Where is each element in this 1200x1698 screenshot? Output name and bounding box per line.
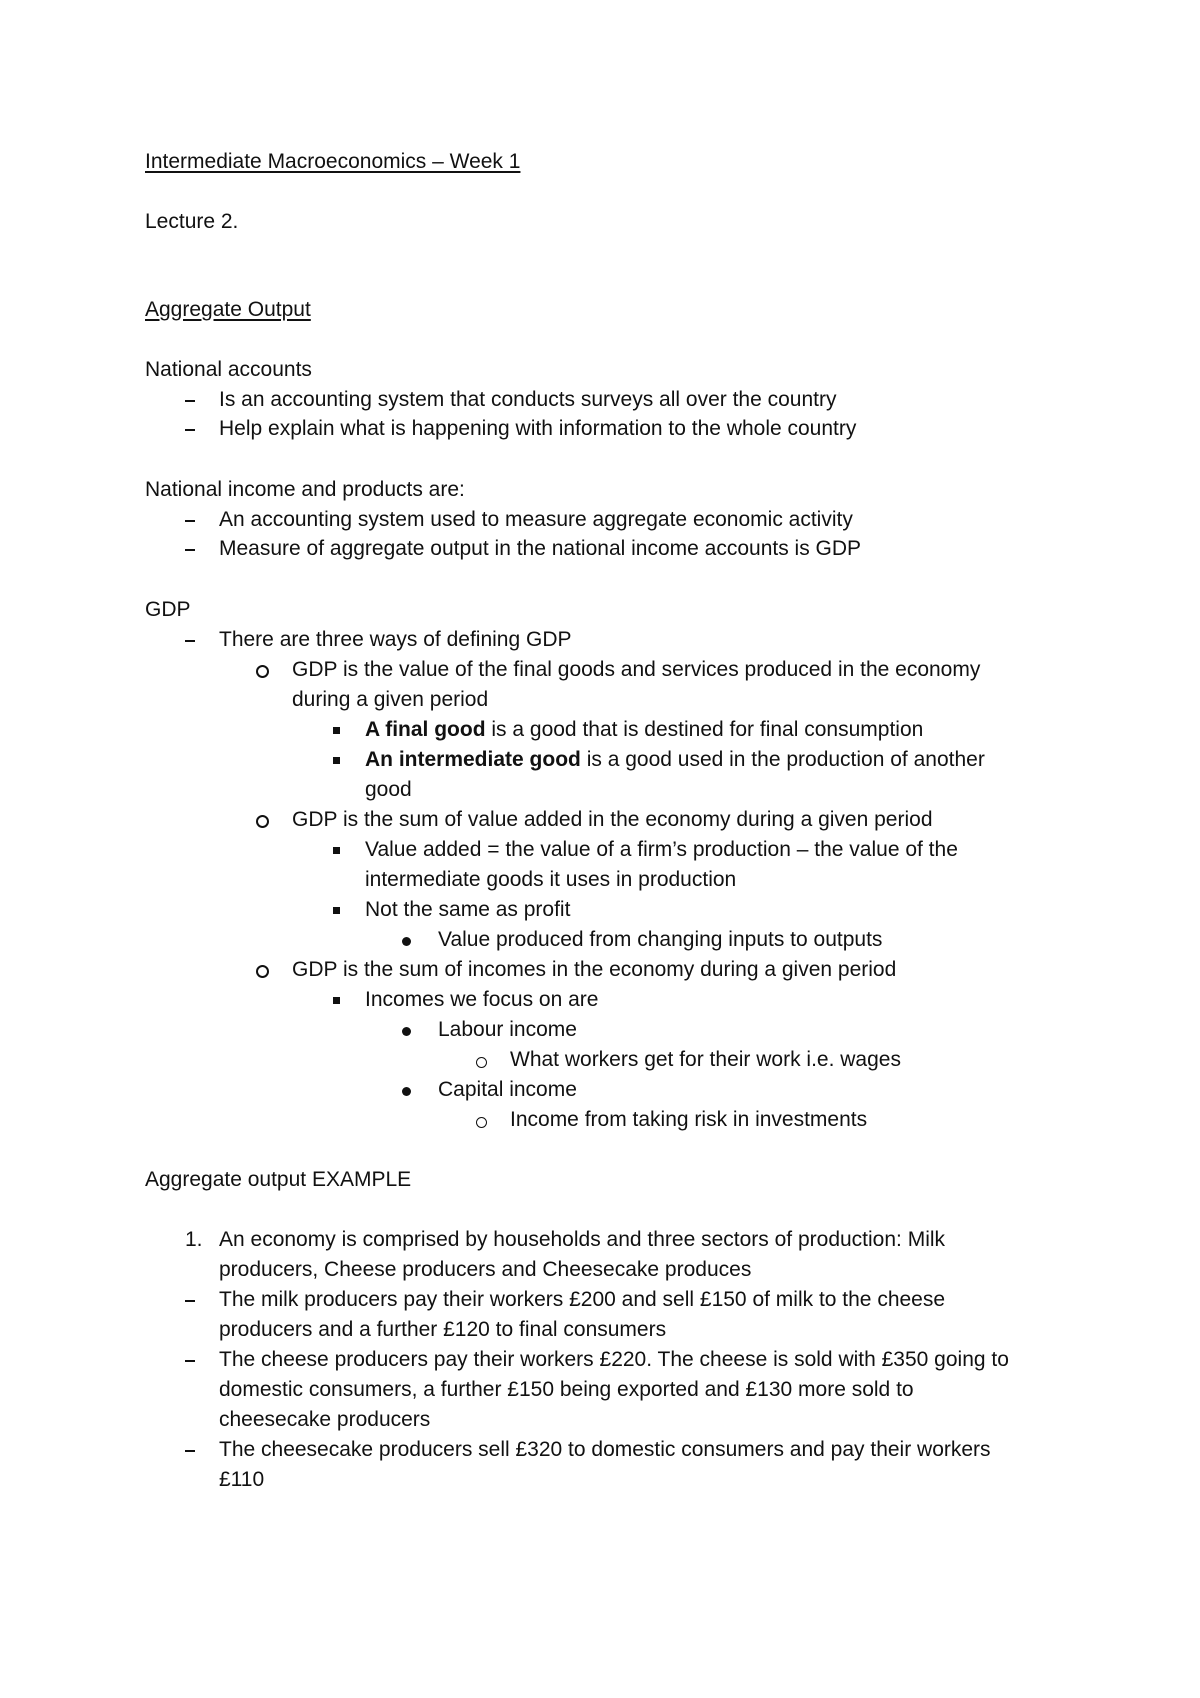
document-title: Intermediate Macroeconomics – Week 1 — [145, 150, 521, 173]
list-item: Labour income — [402, 1016, 577, 1043]
square-bullet-icon — [333, 757, 340, 764]
dash-bullet-icon — [185, 1360, 195, 1362]
list-item: GDP is the sum of value added in the economy during a given period — [256, 806, 933, 833]
list-item-continuation: domestic consumers, a further £150 being exported and £130 more sold to — [219, 1378, 914, 1401]
dot-bullet-icon — [402, 1027, 411, 1036]
list-item-continuation: producers and a further £120 to final consumers — [219, 1318, 667, 1341]
circle-bullet-icon — [256, 665, 269, 678]
list-item: Is an accounting system that conducts surveys all over the country — [185, 386, 836, 413]
number-marker: 1. — [185, 1228, 203, 1251]
dash-bullet-icon — [185, 1450, 195, 1452]
list-item: The cheese producers pay their workers £220. The cheese is sold with £350 going to — [185, 1346, 1009, 1373]
list-item: GDP is the value of the final goods and services produced in the economy — [256, 656, 980, 683]
dash-bullet-icon — [185, 1300, 195, 1302]
list-item: Help explain what is happening with information to the whole country — [185, 415, 856, 442]
list-item: Value added = the value of a firm’s production – the value of the — [333, 836, 958, 863]
list-item-continuation: producers, Cheese producers and Cheesecake produces — [219, 1258, 752, 1281]
list-item-continuation: during a given period — [292, 688, 489, 711]
list-item: What workers get for their work i.e. wages — [476, 1046, 901, 1073]
list-item: A final good is a good that is destined for final consumption — [333, 716, 923, 743]
list-item: There are three ways of defining GDP — [185, 626, 572, 653]
list-item: An intermediate good is a good used in the production of another — [333, 746, 985, 773]
list-item: Income from taking risk in investments — [476, 1106, 867, 1133]
dash-bullet-icon — [185, 549, 195, 551]
ring-bullet-icon — [476, 1057, 487, 1068]
list-item-continuation: £110 — [219, 1468, 265, 1491]
national-accounts-heading: National accounts — [145, 358, 312, 381]
list-item: An accounting system used to measure aggregate economic activity — [185, 506, 853, 533]
list-item: Measure of aggregate output in the national income accounts is GDP — [185, 535, 861, 562]
circle-bullet-icon — [256, 815, 269, 828]
list-item: Capital income — [402, 1076, 577, 1103]
list-item: GDP is the sum of incomes in the economy during a given period — [256, 956, 896, 983]
list-item-continuation: cheesecake producers — [219, 1408, 431, 1431]
list-item: Not the same as profit — [333, 896, 570, 923]
list-item: The milk producers pay their workers £200 and sell £150 of milk to the cheese — [185, 1286, 945, 1313]
square-bullet-icon — [333, 727, 340, 734]
dash-bullet-icon — [185, 429, 195, 431]
circle-bullet-icon — [256, 965, 269, 978]
list-item: Incomes we focus on are — [333, 986, 598, 1013]
numbered-item: 1. An economy is comprised by households and three sectors of production: Milk — [185, 1228, 946, 1251]
section-heading: Aggregate Output — [145, 298, 311, 321]
list-item-continuation: good — [365, 778, 412, 801]
dash-bullet-icon — [185, 400, 195, 402]
dot-bullet-icon — [402, 937, 411, 946]
lecture-label: Lecture 2. — [145, 210, 239, 233]
example-heading: Aggregate output EXAMPLE — [145, 1168, 412, 1191]
list-item: Value produced from changing inputs to outputs — [402, 926, 882, 953]
gdp-heading: GDP — [145, 598, 191, 621]
square-bullet-icon — [333, 847, 340, 854]
square-bullet-icon — [333, 997, 340, 1004]
dot-bullet-icon — [402, 1087, 411, 1096]
dash-bullet-icon — [185, 640, 195, 642]
list-item: The cheesecake producers sell £320 to domestic consumers and pay their workers — [185, 1436, 991, 1463]
square-bullet-icon — [333, 907, 340, 914]
dash-bullet-icon — [185, 520, 195, 522]
list-item-continuation: intermediate goods it uses in production — [365, 868, 737, 891]
ring-bullet-icon — [476, 1117, 487, 1128]
national-income-heading: National income and products are: — [145, 478, 465, 501]
